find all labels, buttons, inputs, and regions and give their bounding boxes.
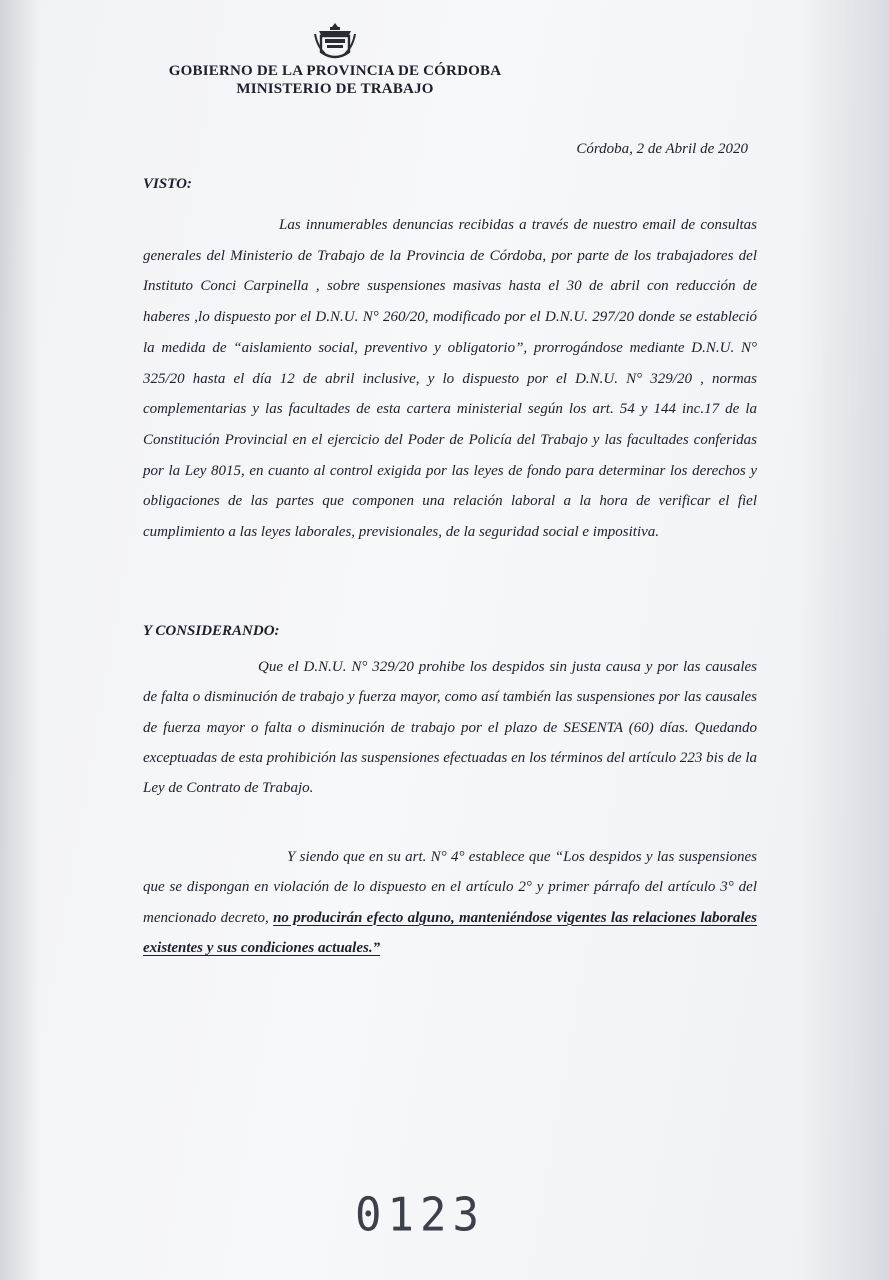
quoted-text: Y siendo que en su art. N° 4° establece que “Los despidos y las suspensiones que se dispongan en violación de lo dispuesto en el artículo 2° y primer párrafo del artículo 3° del mencionado decreto,	[143, 849, 757, 926]
considerando-paragraph-1: Que el D.N.U. N° 329/20 prohibe los despidos sin justa causa y por las causales de falta o disminución de trabajo y fuerza mayor, como así también las suspensiones por las causales de fuerza mayor o falta o disminución de trabajo por el plazo de SESENTA (60) días. Quedando exceptuadas de esta prohibición las suspensiones efectuadas en los términos del artículo 223 bis de la Ley de Contrato de Trabajo.	[143, 659, 757, 797]
document-date: Córdoba, 2 de Abril de 2020	[576, 141, 748, 157]
considerando-paragraph-2	[143, 842, 757, 963]
header-ministry: MINISTERIO DE TRABAJO	[236, 81, 434, 97]
page-number-stamp: 0123	[355, 1188, 485, 1243]
considerando-heading: Y CONSIDERANDO:	[143, 623, 280, 639]
coat-of-arms-icon	[313, 22, 357, 62]
underlined-quote: no producirán efecto alguno, manteniéndose vigentes las relaciones laborales existentes y sus condiciones actuales.”	[143, 909, 757, 956]
header-government: GOBIERNO DE LA PROVINCIA DE CÓRDOBA	[168, 63, 502, 79]
visto-paragraph: Las innumerables denuncias recibidas a través de nuestro email de consultas generales del Ministerio de Trabajo de la Provincia de Córdoba, por parte de los trabajadores del Instituto Conci Carpinella , sobre suspensiones masivas hasta el 30 de abril con reducción de haberes ,lo dispuesto por el D.N.U. N° 260/20, modificado por el D.N.U. 297/20 donde se estableció la medida de “aislamiento social, preventivo y obligatorio”, prorrogándose mediante D.N.U. N° 325/20 hasta el día 12 de abril inclusive, y lo dispuesto por el D.N.U. N° 329/20 , normas complementarias y las facultades de esta cartera ministerial según los art. 54 y 144 inc.17 de la Constitución Provincial en el ejercicio del Poder de Policía del Trabajo y las facultades conferidas por la Ley 8015, en cuanto al control exigida por las leyes de fondo para determinar los derechos y obligaciones de las partes que componen una relación laboral a la hora de verificar el fiel cumplimiento a las leyes laborales, previsionales, de la seguridad social e impositiva.	[143, 217, 757, 541]
visto-heading: VISTO:	[143, 176, 192, 192]
